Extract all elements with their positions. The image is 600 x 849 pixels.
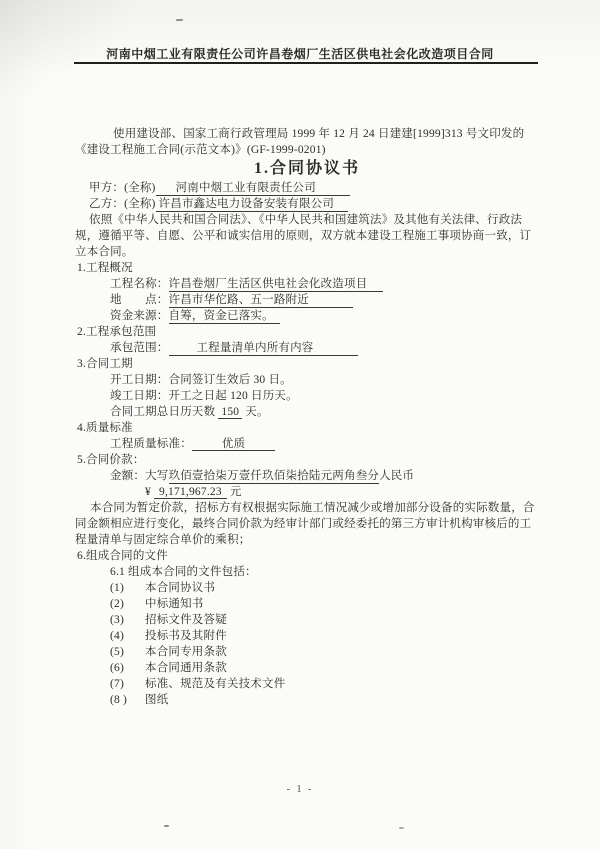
- amount-words-line: [75, 468, 539, 484]
- item-number: (2): [110, 598, 125, 610]
- amount-numeric-line: [75, 484, 539, 500]
- completion-date-line: 竣工日期：开工之日起 120 日历天。: [110, 390, 298, 402]
- duration-line: [75, 404, 539, 420]
- duration-prefix: 合同工期总日历天数: [110, 406, 219, 418]
- item-number: (3): [110, 614, 125, 626]
- item-number: (6): [110, 662, 125, 674]
- item-number: (5): [110, 646, 125, 658]
- scan-artifact: [164, 825, 169, 827]
- section-3-heading: 3.合同工期: [77, 358, 133, 370]
- quality-standard-label: 工程质量标准：: [110, 438, 192, 450]
- section-6-heading: 6.组成合同的文件: [77, 550, 168, 562]
- contract-scope-label: 承包范围：: [110, 342, 169, 354]
- start-date-line: 开工日期：合同签订生效后 30 日。: [110, 374, 292, 386]
- amount-words-label: 金额：大写: [110, 470, 169, 482]
- section-2-heading: 2.工程承包范围: [77, 326, 157, 338]
- funding-source-value: 自筹，资金已落实。: [169, 310, 280, 324]
- item-text: 本合同协议书: [145, 582, 216, 594]
- header-divider: [74, 62, 538, 64]
- item-number: (7): [110, 678, 125, 690]
- document-title: 1.合同协议书: [253, 160, 360, 177]
- quality-standard-value: 优质: [192, 438, 275, 451]
- amount-numeric-value: 9,171,967.23: [154, 486, 227, 499]
- project-site-line: [75, 292, 539, 308]
- project-site-value: 许昌市华佗路、五一路附近: [169, 294, 353, 308]
- contract-doc-item: [75, 676, 539, 692]
- scan-artifact: [399, 827, 404, 829]
- item-number: (4): [110, 630, 125, 642]
- contract-doc-item: [75, 660, 539, 676]
- party-a-label: 甲方：(全称): [89, 182, 156, 194]
- contract-doc-item: [75, 644, 539, 660]
- amount-unit: 元: [229, 486, 242, 498]
- document-body: [75, 126, 539, 708]
- section-6-1-subheading: 6.1 组成本合同的文件包括：: [110, 566, 257, 578]
- item-text: 本合同专用条款: [145, 646, 227, 658]
- section-5-heading: 5.合同价款：: [77, 454, 145, 466]
- item-text: 本合同通用条款: [145, 662, 227, 674]
- contract-scope-line: [75, 340, 539, 356]
- party-b-label: 乙方：(全称): [89, 198, 156, 210]
- project-name-label: 工程名称：: [110, 278, 169, 290]
- party-a-value: 河南中烟工业有限责任公司: [156, 182, 350, 196]
- item-text: 投标书及其附件: [145, 630, 227, 642]
- scan-artifact: [176, 19, 183, 21]
- item-text: 招标文件及答疑: [145, 614, 227, 626]
- price-adjustment-note: 本合同为暂定价款，招标方有权根据实际施工情况减少或增加部分设备的实际数量，合同金额相应进行变化，最终合同价款为经审计部门或经委托的第三方审计机构审核后的工程量清单与固定综合单价的乘积；: [75, 502, 535, 546]
- party-b-value: 许昌市鑫达电力设备安装有限公司: [156, 198, 349, 212]
- intro-paragraph: 使用建设部、国家工商行政管理局 1999 年 12 月 24 日建建[1999]313 号文印发的《建设工程施工合同(示范文本)》(GF-1999-0201): [75, 128, 525, 156]
- page-number: - 1 -: [286, 784, 314, 795]
- page-header-title: 河南中烟工业有限责任公司许昌卷烟厂生活区供电社会化改造项目合同: [106, 47, 494, 61]
- item-number: (1): [110, 582, 125, 594]
- item-text: 中标通知书: [145, 598, 204, 610]
- amount-words-value: 玖佰壹拾柒万壹仟玖佰柒拾陆元两角叁分: [168, 470, 380, 482]
- quality-standard-line: [75, 436, 539, 452]
- duration-days-value: 150: [218, 406, 242, 419]
- contract-doc-item: [75, 596, 539, 612]
- contract-doc-item: [75, 692, 539, 708]
- currency-symbol: ¥: [145, 486, 151, 498]
- contract-doc-item: [75, 612, 539, 628]
- funding-source-line: [75, 308, 539, 324]
- party-a-line: [75, 180, 539, 196]
- project-site-label: 地 点：: [110, 294, 169, 306]
- contract-scope-value: 工程量清单内所有内容: [169, 342, 358, 356]
- duration-suffix: 天。: [242, 406, 269, 418]
- legal-basis-paragraph: 依照《中华人民共和国合同法》、《中华人民共和国建筑法》及其他有关法律、行政法规，遵循平等、自愿、公平和诚实信用的原则，双方就本建设工程施工事项协商一致，订立本合同。: [75, 214, 532, 258]
- contract-doc-item: [75, 580, 539, 596]
- funding-source-label: 资金来源：: [110, 310, 169, 322]
- section-1-heading: 1.工程概况: [77, 262, 133, 274]
- item-text: 图纸: [145, 694, 169, 706]
- project-name-value: 许昌卷烟厂生活区供电社会化改造项目: [169, 278, 384, 292]
- item-text: 标准、规范及有关技术文件: [145, 678, 286, 690]
- project-name-line: [75, 276, 539, 292]
- section-4-heading: 4.质量标准: [77, 422, 133, 434]
- item-number: (8 ): [110, 694, 128, 706]
- amount-words-suffix: 人民币: [379, 470, 415, 482]
- party-b-line: [75, 196, 539, 212]
- contract-doc-item: [75, 628, 539, 644]
